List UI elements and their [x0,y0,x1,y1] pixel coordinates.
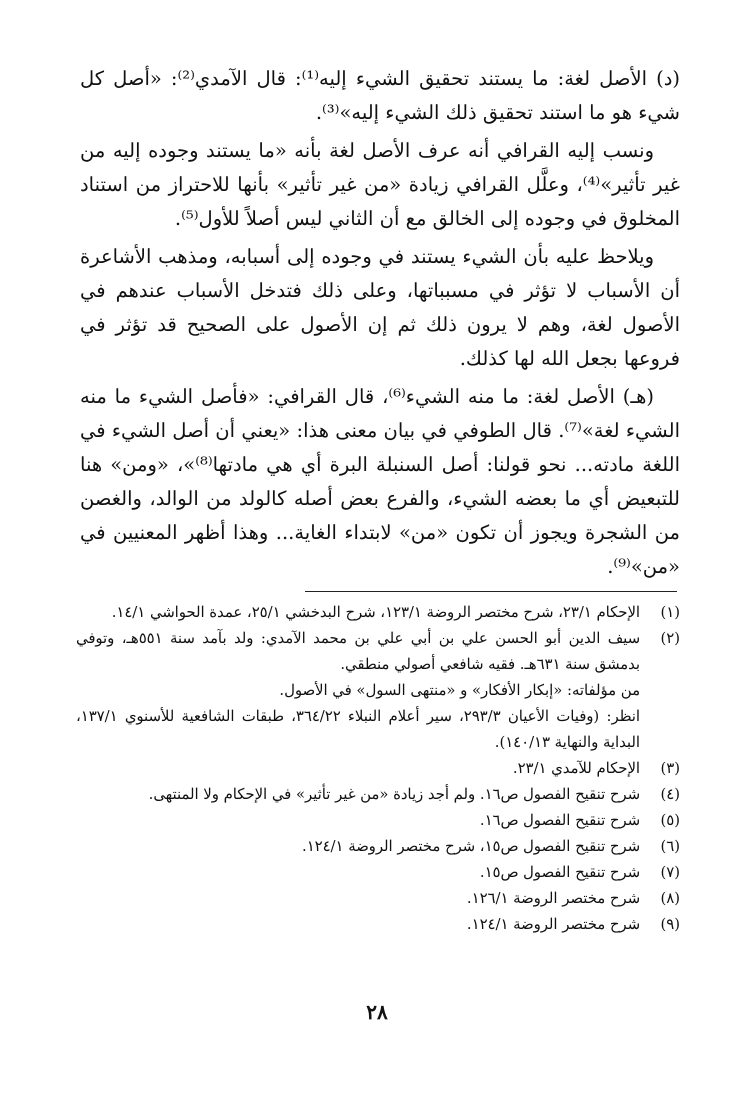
footnote-number: (١) [660,604,680,621]
footnote-text: الإحكام للآمدي ٢٣/١. [512,760,640,777]
footnote-text: انظر: (وفيات الأعيان ٢٩٣/٣، سير أعلام النبلاء ٣٦٤/٢٢، طبقات الشافعية للأسنوي ١٣٧/١، البداية والنهاية ١٤٠/١٣). [76,708,640,751]
footnote-number: (٩) [660,916,680,933]
footnote-4 [76,782,680,808]
footnote-separator [305,591,677,592]
footnote-5 [76,808,680,834]
footnotes [76,600,680,938]
footnote-6 [76,834,680,860]
footnote-number: (٨) [660,890,680,907]
footnote-9 [76,912,680,938]
footnote-number: (٧) [660,864,680,881]
footnote-2 [76,626,680,756]
footnote-text: شرح مختصر الروضة ١٢٦/١. [466,890,640,907]
footnote-number: (٤) [660,786,680,803]
footnote-text: شرح مختصر الروضة ١٢٤/١. [466,916,640,933]
footnote-text: شرح تنقيح الفصول ص١٥. [479,864,640,881]
main-text [80,62,680,588]
footnote-text: شرح تنقيح الفصول ص١٦. ولم أجد زيادة «من غير تأثير» في الإحكام ولا المنتهى. [148,786,640,803]
footnote-number: (٢) [660,630,680,647]
footnote-number: (٦) [660,838,680,855]
footnote-1 [76,600,680,626]
footnote-number: (٥) [660,812,680,829]
footnote-7 [76,860,680,886]
paragraph-d: (د) الأصل لغة: ما يستند تحقيق الشيء إليه⁽¹⁾: قال الآمدي⁽²⁾: «أصل كل شيء هو ما استند تحقيق ذلك الشيء إليه»⁽³⁾. [80,67,680,124]
footnote-8 [76,886,680,912]
paragraph-observation: ويلاحظ عليه بأن الشيء يستند في وجوده إلى أسبابه، ومذهب الأشاعرة أن الأسباب لا تؤثر في مسبباتها، وعلى ذلك فتدخل الأسباب عندهم في الأصول لغة، وهم لا يرون ذلك ثم إن الأصول على الصحيح قد تؤثر في فروعها بجعل الله لها كذلك. [80,245,680,370]
page-number: ٢٨ [366,1000,388,1024]
footnote-text: سيف الدين أبو الحسن علي بن أبي علي بن محمد الآمدي: ولد بآمد سنة ٥٥١هـ، وتوفي بدمشق سنة ٦٣١هـ. فقيه شافعي أصولي منطقي. [76,630,640,673]
footnote-text: الإحكام ٢٣/١، شرح مختصر الروضة ١٢٣/١، شرح البدخشي ٢٥/١، عمدة الحواشي ١٤/١. [111,604,640,621]
paragraph-qarafi: ونسب إليه القرافي أنه عرف الأصل لغة بأنه «ما يستند وجوده إليه من غير تأثير»⁽⁴⁾، وعلَّل القرافي زيادة «من غير تأثير» بأنها للاحتراز من استناد المخلوق في وجوده إلى الخالق مع أن الثاني ليس أصلاً للأول⁽⁵⁾. [80,139,680,230]
paragraph-h: (هـ) الأصل لغة: ما منه الشيء⁽⁶⁾، قال القرافي: «فأصل الشيء ما منه الشيء لغة»⁽⁷⁾. قال الطوفي في بيان معنى هذا: «يعني أن أصل الشيء في اللغة مادته... نحو قولنا: أصل السنبلة البرة أي هي مادتها⁽⁸⁾»، «ومن» هنا للتبعيض أي ما بعضه الشيء، والفرع بعض أصله كالولد من الوالد، والغصن من الشجرة ويجوز أن تكون «من» لابتداء الغاية... وهذا أظهر المعنيين في «من»⁽⁹⁾. [80,385,681,578]
footnote-text: من مؤلفاته: «إبكار الأفكار» و «منتهى السول» في الأصول. [279,682,640,699]
footnote-text: شرح تنقيح الفصول ص١٦. [479,812,640,829]
footnote-3 [76,756,680,782]
footnote-text: شرح تنقيح الفصول ص١٥، شرح مختصر الروضة ١٢٤/١. [301,838,640,855]
footnote-number: (٣) [660,760,680,777]
